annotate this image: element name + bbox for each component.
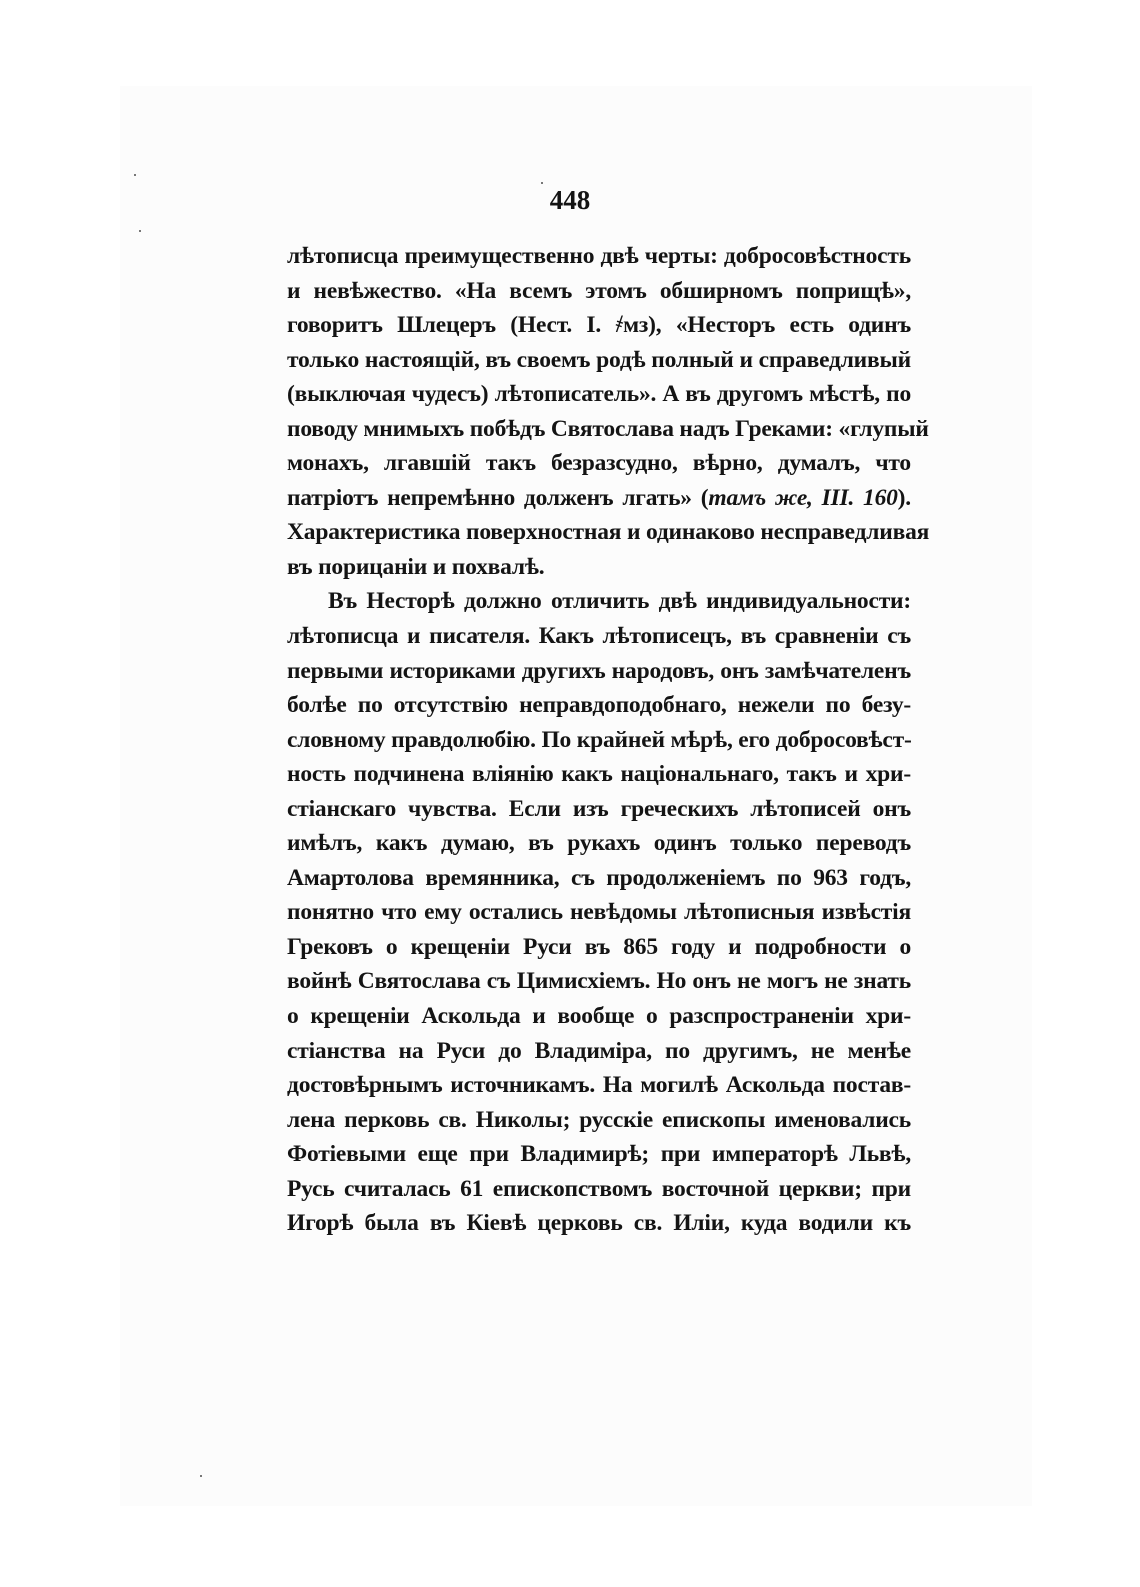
- text-line: войнѣ Святослава съ Цимисхіемъ. Но онъ не могъ не знать: [287, 968, 911, 995]
- page-number: 448: [549, 185, 591, 215]
- text-line: лѣтописца преимущественно двѣ черты: добросовѣстность: [287, 243, 911, 269]
- scan-speck: [134, 174, 136, 176]
- text-line: болѣе по отсутствію неправдоподобнаго, нежели по безу-: [287, 692, 911, 719]
- text-line: ность подчинена вліянію какъ національнаго, такъ и хри-: [287, 761, 911, 788]
- text-line: Фотіевыми еще при Владимирѣ; при императорѣ Львѣ,: [287, 1141, 911, 1168]
- text-line: Русь считалась 61 епископствомъ восточной церкви; при: [287, 1175, 911, 1202]
- text-line: въ порицаніи и похвалѣ.: [287, 553, 545, 580]
- text-line: понятно что ему остались невѣдомы лѣтописныя извѣстія: [287, 899, 911, 926]
- text-line: Грековъ о крещеніи Руси въ 865 году и подробности о: [287, 933, 911, 960]
- text-line: имѣлъ, какъ думаю, въ рукахъ одинъ только переводъ: [287, 830, 911, 857]
- paragraph-1: [287, 239, 930, 584]
- body-text: [287, 239, 930, 1241]
- text-line: стіанскаго чувства. Если изъ греческихъ лѣтописей онъ: [287, 795, 911, 822]
- text-line: Характеристика поверхностная и одинаково несправедливая: [287, 519, 930, 546]
- scan-speck: [139, 230, 141, 232]
- citation-reference: тамъ же, III. 160: [708, 484, 898, 511]
- text-line: поводу мнимыхъ побѣдъ Святослава надъ Греками: «глупый: [287, 415, 929, 442]
- paragraph-2: [287, 584, 911, 1240]
- text-line: и невѣжество. «На всемъ этомъ обширномъ поприщѣ»,: [287, 277, 911, 304]
- scan-speck: [200, 1475, 202, 1477]
- text-line: говоритъ Шлецеръ (Нест. I. ҂мз), «Несторъ есть одинъ: [287, 312, 911, 339]
- text-line-with-citation: [287, 481, 911, 516]
- citation-trail-text: ).: [897, 484, 911, 511]
- text-line: Игорѣ была въ Кіевѣ церковь св. Иліи, куда водили къ: [287, 1210, 911, 1237]
- text-line: (выключая чудесъ) лѣтописатель». А въ другомъ мѣстѣ, по: [287, 381, 911, 408]
- citation-lead-text: патріотъ непремѣнно долженъ лгать» (: [287, 484, 709, 511]
- text-line: о крещеніи Аскольда и вообще о разспространеніи хри-: [287, 1003, 911, 1030]
- text-line: Амартолова времянника, съ продолженіемъ по 963 годъ,: [287, 864, 911, 891]
- text-line: монахъ, лгавшій такъ безразсудно, вѣрно, думалъ, что: [287, 450, 911, 477]
- text-line: первыми историками другихъ народовъ, онъ замѣчателенъ: [287, 657, 911, 684]
- text-line: Въ Несторѣ должно отличить двѣ индивидуальности:: [328, 588, 911, 615]
- text-line: только настоящій, въ своемъ родѣ полный и справедливый: [287, 346, 911, 373]
- text-line: стіанства на Руси до Владиміра, по другимъ, не менѣе: [287, 1037, 911, 1064]
- text-line: словному правдолюбію. По крайней мѣрѣ, его добросовѣст-: [287, 726, 912, 753]
- text-line: лена перковь св. Николы; русскіе епископы именовались: [287, 1106, 911, 1133]
- scan-speck: [541, 182, 543, 184]
- text-line: лѣтописца и писателя. Какъ лѣтописецъ, въ сравненіи съ: [287, 623, 911, 650]
- text-line: достовѣрнымъ источникамъ. На могилѣ Аскольда постав-: [287, 1072, 911, 1099]
